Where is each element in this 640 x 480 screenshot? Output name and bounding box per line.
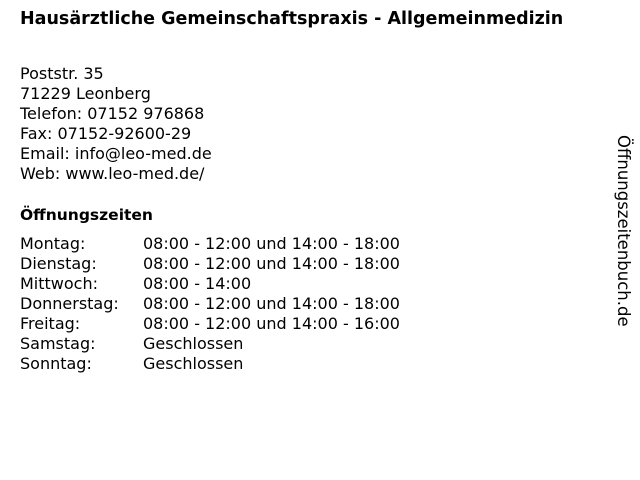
- opening-hours-heading: Öffnungszeiten: [20, 206, 153, 224]
- hours-row-saturday: [20, 334, 400, 354]
- fax-number: Fax: 07152-92600-29: [20, 124, 192, 143]
- hours-time-value: 08:00 - 12:00 und 14:00 - 16:00: [143, 314, 400, 333]
- hours-time-value: 08:00 - 14:00: [143, 274, 252, 293]
- hours-row-friday: [20, 314, 400, 334]
- practice-title: Hausärztliche Gemeinschaftspraxis - Allgemeinmedizin: [20, 9, 564, 29]
- hours-row-monday: [20, 234, 400, 254]
- hours-day-label: Mittwoch:: [20, 274, 98, 293]
- hours-row-wednesday: [20, 274, 400, 294]
- city-postcode: 71229 Leonberg: [20, 84, 151, 103]
- hours-day-label: Samstag:: [20, 334, 96, 353]
- hours-row-thursday: [20, 294, 400, 314]
- opening-hours-table: [20, 234, 400, 374]
- contact-block: [20, 64, 212, 184]
- hours-day-label: Montag:: [20, 234, 86, 253]
- website-address: Web: www.leo-med.de/: [20, 164, 205, 183]
- hours-day-label: Sonntag:: [20, 354, 92, 373]
- hours-time-value: 08:00 - 12:00 und 14:00 - 18:00: [143, 254, 400, 273]
- phone-number: Telefon: 07152 976868: [20, 104, 205, 123]
- hours-day-label: Freitag:: [20, 314, 81, 333]
- hours-time-value: Geschlossen: [143, 354, 244, 373]
- street-address: Poststr. 35: [20, 64, 104, 83]
- site-watermark: Öffnungszeitenbuch.de: [614, 135, 633, 327]
- email-address: Email: info@leo-med.de: [20, 144, 212, 163]
- hours-row-tuesday: [20, 254, 400, 274]
- hours-time-value: 08:00 - 12:00 und 14:00 - 18:00: [143, 234, 400, 253]
- hours-row-sunday: [20, 354, 400, 374]
- hours-day-label: Dienstag:: [20, 254, 97, 273]
- hours-day-label: Donnerstag:: [20, 294, 119, 313]
- hours-time-value: Geschlossen: [143, 334, 244, 353]
- hours-time-value: 08:00 - 12:00 und 14:00 - 18:00: [143, 294, 400, 313]
